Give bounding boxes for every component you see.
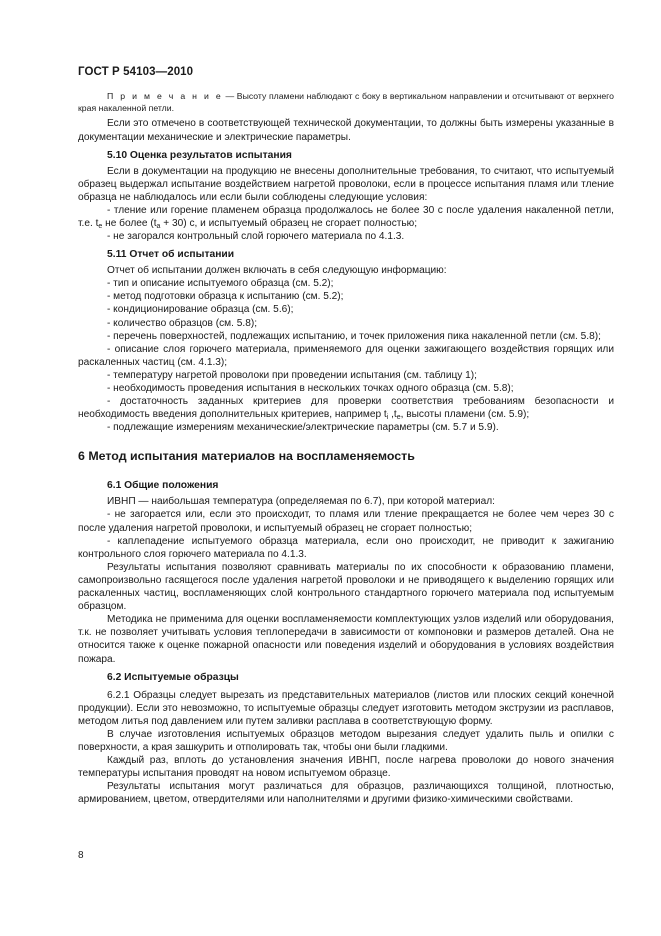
section-5-11-paragraph: Отчет об испытании должен включать в себя следующую информацию: bbox=[107, 265, 447, 277]
note-paragraph bbox=[78, 90, 614, 114]
section-6-1-item-1: - не загорается или, если это происходит, то пламя или тление прекращается не более чем через 30 с после удаления нагретой проволоки, и испытуемый образец не сгорает полностью; bbox=[78, 509, 614, 534]
list-item: - необходимость проведения испытания в нескольких точках одного образца (см. 5.8); bbox=[107, 383, 514, 394]
section-6-2-para-3: Каждый раз, вплоть до установления значения ИВНП, после нагрева проволоки до нового значения температуры испытания проводят на новом испытуемом образце. bbox=[78, 755, 614, 780]
section-5-10-item-2: - не загорался контрольный слой горючего материала по 4.1.3. bbox=[107, 231, 405, 243]
section-6-1-para-1: ИВНП — наибольшая температура (определяемая по 6.7), при которой материал: bbox=[107, 496, 495, 508]
list-item: - метод подготовки образца к испытанию (см. 5.2); bbox=[107, 291, 344, 303]
list-item: - описание слоя горючего материала, применяемого для оценки зажигающего воздействия горящих или раскаленных частиц (см. 4.1.3); bbox=[78, 343, 614, 368]
list-item: - тип и описание испытуемого образца (см. 5.2); bbox=[107, 278, 334, 290]
section-6-2-para-2: В случае изготовления испытуемых образцов методом вырезания следует удалить пыль и опилки с поверхности, а края зашкурить и отполировать так, чтобы они были гладкими. bbox=[78, 728, 614, 753]
section-6-1-para-3: Методика не применима для оценки воспламеняемости комплектующих узлов изделий или оборудования, т.к. не позволяет учитывать условия теплопередачи в зависимости от компоновки и размеров деталей. Она не относится также к оценке пожарной опасности или поведения изделий и оборудования в условиях воздействия пожара. bbox=[78, 614, 614, 665]
list-item: - подлежащие измерениям механические/электрические параметры (см. 5.7 и 5.9). bbox=[107, 422, 499, 434]
list-item: - кондиционирование образца (см. 5.6); bbox=[107, 304, 294, 316]
note-text: — Высоту пламени наблюдают с боку в вертикальном направлении и отсчитывают от верхнего края накаленной петли. bbox=[78, 91, 614, 114]
list-item: - количество образцов (см. 5.8); bbox=[107, 317, 258, 329]
list-item-criteria: - достаточность заданных критериев для проверки соответствия требованиям безопасности и необходимость введения дополнительных критериев, например $t_i$ $,t_e$, высоты пламени (см. 5.9); bbox=[78, 396, 614, 422]
section-6-2-heading: 6.2 Испытуемые образцы bbox=[107, 671, 239, 683]
section-6-1-heading: 6.1 Общие положения bbox=[107, 480, 219, 492]
section-6-1-item-2: - каплепадение испытуемого образца материала, если оно происходит, не приводит к зажиганию контрольного слоя горючего материала по 4.1.3. bbox=[78, 535, 614, 560]
page-content bbox=[78, 90, 614, 806]
section-6-heading: 6 Метод испытания материалов на воспламеняемость bbox=[78, 449, 415, 464]
section-5-10-item-1: - тление или горение пламенем образца продолжалось не более 30 с после удаления накаленной петли, т.е. $t_e$ не более $(t_a + 30)$ с, и испытуемый образец не сгорает полностью; bbox=[78, 204, 614, 230]
list-item: - температуру нагретой проволоки при проведении испытания (см. таблицу 1); bbox=[107, 369, 477, 381]
intro-paragraph: Если это отмечено в соответствующей технической документации, то должны быть измерены указанные в документации механические и электрические параметры. bbox=[78, 118, 614, 143]
list-item: - перечень поверхностей, подлежащих испытанию, и точек приложения пика накаленной петли (см. 5.8); bbox=[107, 330, 601, 342]
section-6-1-para-2: Результаты испытания позволяют сравнивать материалы по их способности к образованию пламени, самопроизвольно гасящегося после удаления нагретой проволоки и не приводящего к выделению горящих или раскаленных частиц, воспламеняющих слой контрольного стандартного горючего материала под испытуемым образцом. bbox=[78, 561, 614, 613]
section-5-11-heading: 5.11 Отчет об испытании bbox=[107, 249, 235, 261]
section-6-2-para-1: 6.2.1 Образцы следует вырезать из представительных материалов (листов или плоских секций конечной продукции). Если это невозможно, то испытуемые образцы следует изготовить методом экструзии из расплавов, методом литья под давлением или путем заливки расплава в соответствующую форму. bbox=[78, 689, 614, 727]
section-5-10-heading: 5.10 Оценка результатов испытания bbox=[107, 149, 292, 161]
page-number: 8 bbox=[78, 850, 84, 861]
document-header: ГОСТ Р 54103—2010 bbox=[78, 66, 194, 78]
section-5-10-paragraph: Если в документации на продукцию не внесены дополнительные требования, то считают, что испытуемый образец выдержал испытание воздействием нагретой проволоки, если в процессе испытания пламя или тление образца не наблюдалось или если были соблюдены следующие условия: bbox=[78, 165, 614, 203]
note-label: П р и м е ч а н и е bbox=[107, 91, 223, 101]
section-6-2-para-4: Результаты испытания могут различаться для образцов, различающихся толщиной, плотностью, армированием, цветом, отвердителями или наполнителями и другими физико-химическими свойствами. bbox=[78, 781, 614, 806]
